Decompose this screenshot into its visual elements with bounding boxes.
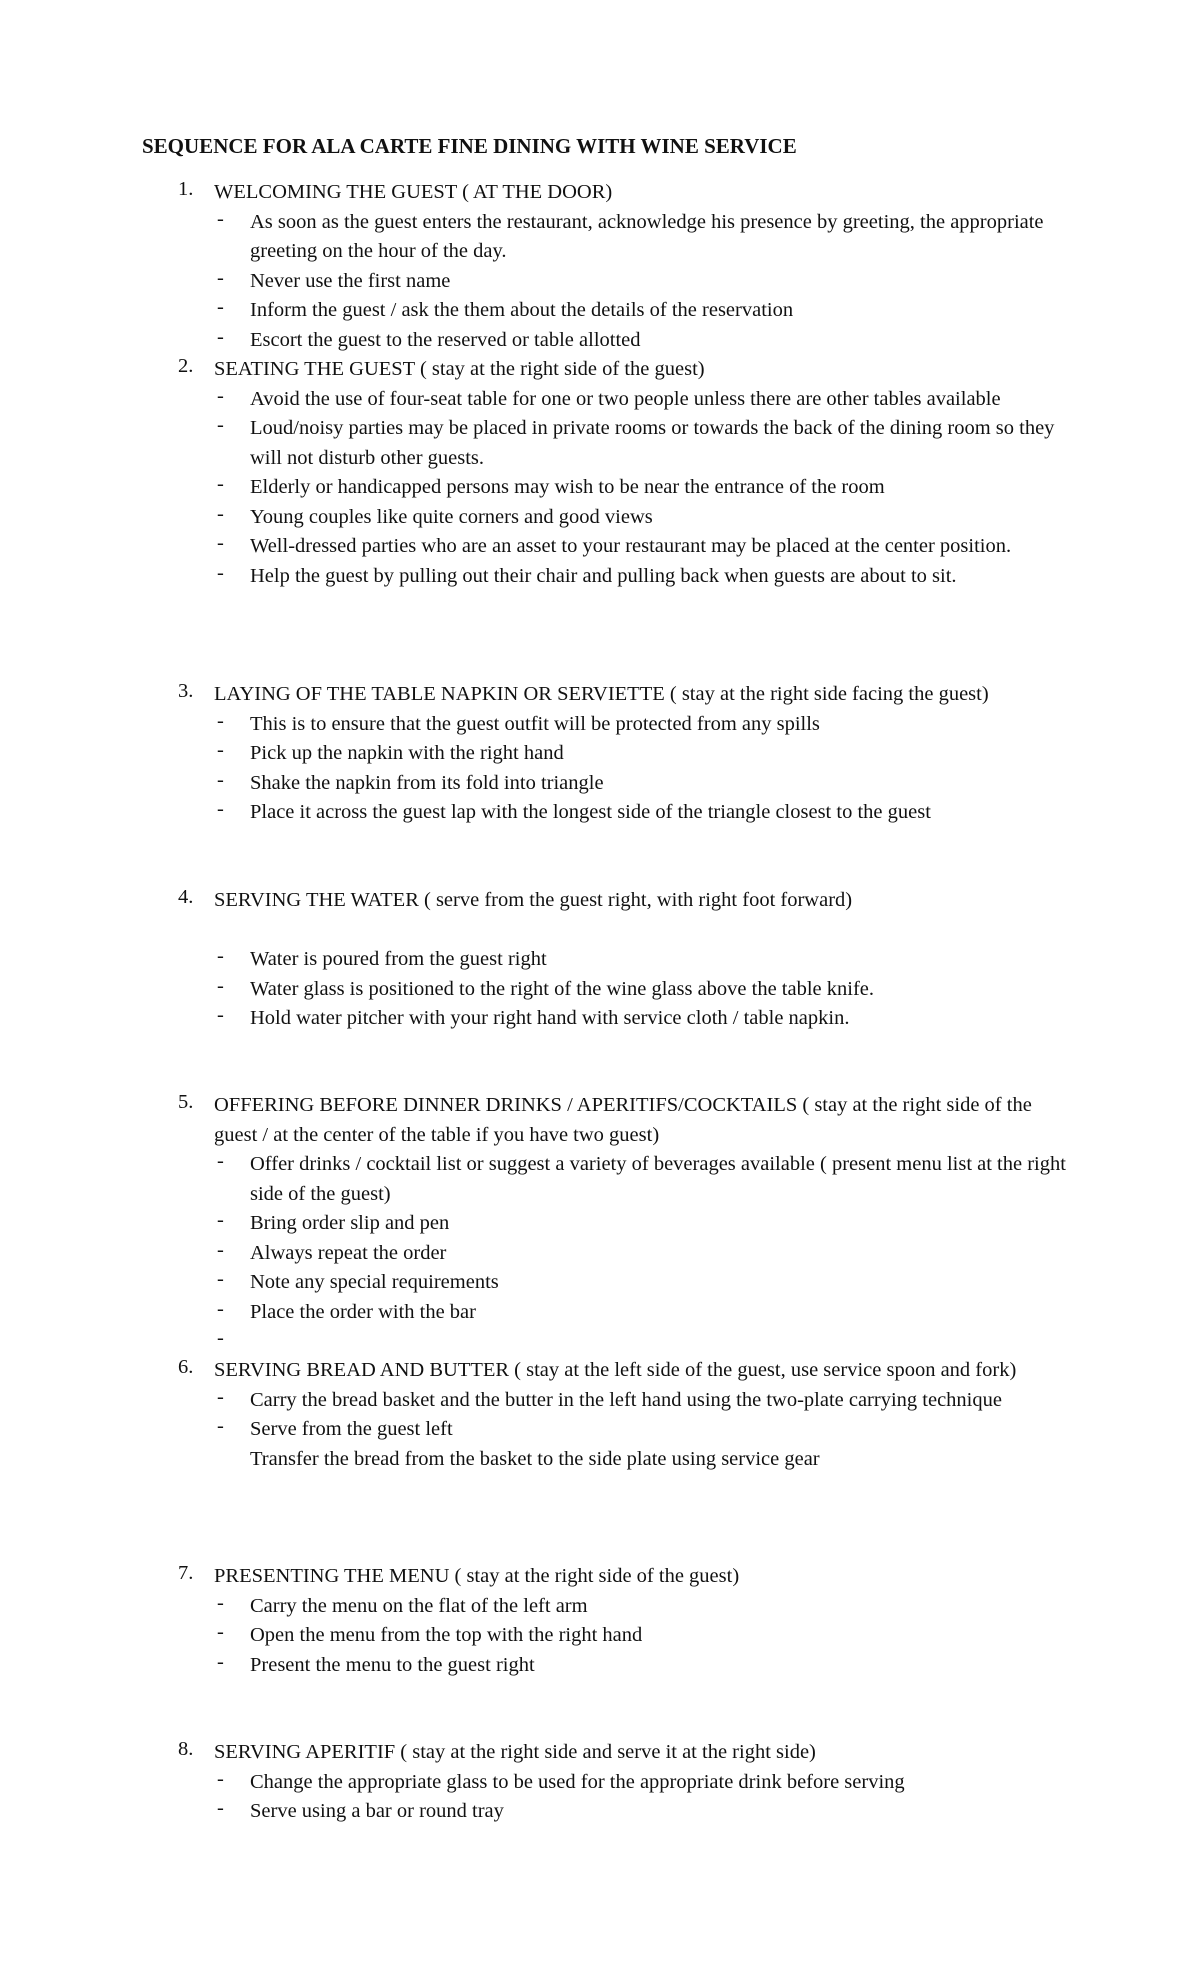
item-marker: - — [217, 1327, 224, 1349]
section-heading-text: WELCOMING THE GUEST ( AT THE DOOR) — [214, 181, 613, 203]
list-item — [0, 532, 1200, 562]
document-title: SEQUENCE FOR ALA CARTE FINE DINING WITH WINE SERVICE — [142, 134, 797, 158]
item-text: Avoid the use of four-seat table for one or two people unless there are other tables available — [250, 387, 1001, 410]
section-seating — [0, 355, 1200, 591]
item-marker: - — [217, 1385, 224, 1408]
list-item — [0, 1797, 1200, 1827]
section-number: 1. — [178, 178, 194, 200]
section-heading-text: SERVING BREAD AND BUTTER ( stay at the left side of the guest, use service spoon and fork) — [214, 1359, 1017, 1381]
section-heading-text: LAYING OF THE TABLE NAPKIN OR SERVIETTE ( stay at the right side facing the guest) — [214, 683, 989, 705]
list-item — [0, 769, 1200, 799]
list-item — [0, 562, 1200, 592]
list-item — [0, 739, 1200, 769]
item-text: Help the guest by pulling out their chair and pulling back when guests are about to sit. — [250, 564, 957, 587]
item-text: Never use the first name — [250, 269, 451, 292]
item-text: Open the menu from the top with the right hand — [250, 1624, 643, 1646]
list-item — [0, 798, 1200, 828]
section-heading — [0, 680, 1200, 710]
section-heading-text: OFFERING BEFORE DINNER DRINKS / APERITIFS/COCKTAILS ( stay at the right side of the guest / at the center of the table if you have two guest) — [214, 1094, 1032, 1146]
item-text: Place the order with the bar — [250, 1300, 476, 1323]
section-heading-text: PRESENTING THE MENU ( stay at the right side of the guest) — [214, 1565, 740, 1587]
item-marker: - — [217, 1238, 224, 1261]
list-item — [0, 1268, 1200, 1298]
item-marker: - — [217, 1268, 224, 1290]
section-number: 6. — [178, 1356, 194, 1378]
item-marker: - — [217, 709, 224, 732]
item-text: Serve from the guest left — [250, 1418, 453, 1440]
item-marker: - — [217, 207, 224, 230]
item-marker: - — [217, 296, 224, 318]
list-item — [0, 1150, 1200, 1209]
list-item — [0, 296, 1200, 326]
list-item — [0, 1651, 1200, 1681]
item-marker: - — [217, 532, 224, 554]
item-text: As soon as the guest enters the restaurant, acknowledge his presence by greeting, the appropriate greeting on the hour of the day. — [250, 210, 1044, 262]
section-bread-butter — [0, 1356, 1200, 1474]
list-item — [0, 1621, 1200, 1651]
item-text: Offer drinks / cocktail list or suggest a variety of beverages available ( present menu list at the right side of the guest) — [250, 1153, 1066, 1205]
item-text: Serve using a bar or round tray — [250, 1800, 504, 1822]
item-text: Pick up the napkin with the right hand — [250, 742, 564, 764]
list-item — [0, 503, 1200, 533]
section-number: 2. — [178, 355, 194, 377]
item-marker: - — [217, 325, 224, 348]
list-item — [0, 975, 1200, 1005]
item-marker: - — [217, 974, 224, 997]
item-text: Note any special requirements — [250, 1271, 499, 1293]
item-marker: - — [217, 1004, 224, 1026]
list-item — [0, 1298, 1200, 1328]
item-text: Place it across the guest lap with the longest side of the triangle closest to the guest — [250, 801, 931, 823]
section-welcoming — [0, 178, 1200, 355]
item-text: Hold water pitcher with your right hand with service cloth / table napkin. — [250, 1007, 850, 1029]
section-heading-text: SERVING THE WATER ( serve from the guest right, with right foot forward) — [214, 889, 853, 911]
item-text: Bring order slip and pen — [250, 1212, 450, 1234]
section-number: 8. — [178, 1738, 194, 1760]
item-marker: - — [217, 1209, 224, 1231]
list-item — [0, 385, 1200, 415]
list-item — [0, 1209, 1200, 1239]
item-marker: - — [217, 1415, 224, 1437]
item-text: Shake the napkin from its fold into triangle — [250, 771, 604, 794]
section-heading — [0, 1091, 1200, 1150]
item-marker: - — [217, 945, 224, 967]
section-heading — [0, 1738, 1200, 1768]
section-heading-text: SERVING APERITIF ( stay at the right side and serve it at the right side) — [214, 1741, 816, 1763]
list-item — [0, 1592, 1200, 1622]
list-item — [0, 208, 1200, 267]
list-item — [0, 1415, 1200, 1445]
section-heading-text: SEATING THE GUEST ( stay at the right side of the guest) — [214, 358, 705, 380]
item-marker: - — [217, 1591, 224, 1614]
item-text: Water is poured from the guest right — [250, 948, 547, 970]
section-heading — [0, 886, 1200, 916]
list-item — [0, 945, 1200, 975]
section-number: 3. — [178, 680, 194, 702]
list-item — [0, 267, 1200, 297]
item-marker: - — [217, 798, 224, 820]
list-item — [0, 1386, 1200, 1416]
item-text: Water glass is positioned to the right of the wine glass above the table knife. — [250, 977, 875, 1000]
item-marker: - — [217, 384, 224, 407]
item-text: Change the appropriate glass to be used for the appropriate drink before serving — [250, 1770, 905, 1793]
list-item — [0, 1327, 1200, 1357]
list-item — [0, 1239, 1200, 1269]
section-heading — [0, 178, 1200, 208]
item-text: Young couples like quite corners and good views — [250, 505, 653, 528]
section-napkin — [0, 680, 1200, 828]
list-item — [0, 1768, 1200, 1798]
section-aperitif-offer — [0, 1091, 1200, 1357]
item-marker: - — [217, 1650, 224, 1673]
section-heading — [0, 1356, 1200, 1386]
section-number: 7. — [178, 1562, 194, 1584]
list-item — [0, 1445, 1200, 1475]
item-marker: - — [217, 739, 224, 761]
section-heading — [0, 1562, 1200, 1592]
item-marker: - — [217, 502, 224, 525]
section-number: 5. — [178, 1091, 194, 1113]
item-text: Carry the bread basket and the butter in the left hand using the two-plate carrying technique — [250, 1388, 1002, 1411]
item-marker: - — [217, 1297, 224, 1320]
section-serving-aperitif — [0, 1738, 1200, 1827]
item-marker: - — [217, 1797, 224, 1819]
item-marker: - — [217, 768, 224, 791]
item-marker: - — [217, 1621, 224, 1643]
item-text: Loud/noisy parties may be placed in private rooms or towards the back of the dining room so they will not disturb other guests. — [250, 417, 1055, 469]
item-marker: - — [217, 266, 224, 289]
item-text: Transfer the bread from the basket to the side plate using service gear — [250, 1447, 820, 1470]
section-menu — [0, 1562, 1200, 1680]
item-marker: - — [217, 414, 224, 436]
list-item — [0, 1004, 1200, 1034]
item-marker: - — [217, 473, 224, 495]
section-water — [0, 886, 1200, 1034]
item-text: Inform the guest / ask the them about the details of the reservation — [250, 299, 794, 321]
item-text: Carry the menu on the flat of the left arm — [250, 1594, 588, 1617]
list-item — [0, 326, 1200, 356]
section-number: 4. — [178, 886, 194, 908]
item-text: Always repeat the order — [250, 1241, 447, 1264]
list-item — [0, 710, 1200, 740]
list-item — [0, 414, 1200, 473]
list-item — [0, 473, 1200, 503]
item-marker: - — [217, 1767, 224, 1790]
item-marker: - — [217, 1150, 224, 1172]
item-text: Well-dressed parties who are an asset to your restaurant may be placed at the center position. — [250, 535, 1012, 557]
item-text: Elderly or handicapped persons may wish to be near the entrance of the room — [250, 476, 885, 498]
item-marker: - — [217, 561, 224, 584]
item-text: Escort the guest to the reserved or table allotted — [250, 328, 641, 351]
section-heading — [0, 355, 1200, 385]
item-text: Present the menu to the guest right — [250, 1653, 535, 1676]
item-text: This is to ensure that the guest outfit will be protected from any spills — [250, 712, 820, 735]
